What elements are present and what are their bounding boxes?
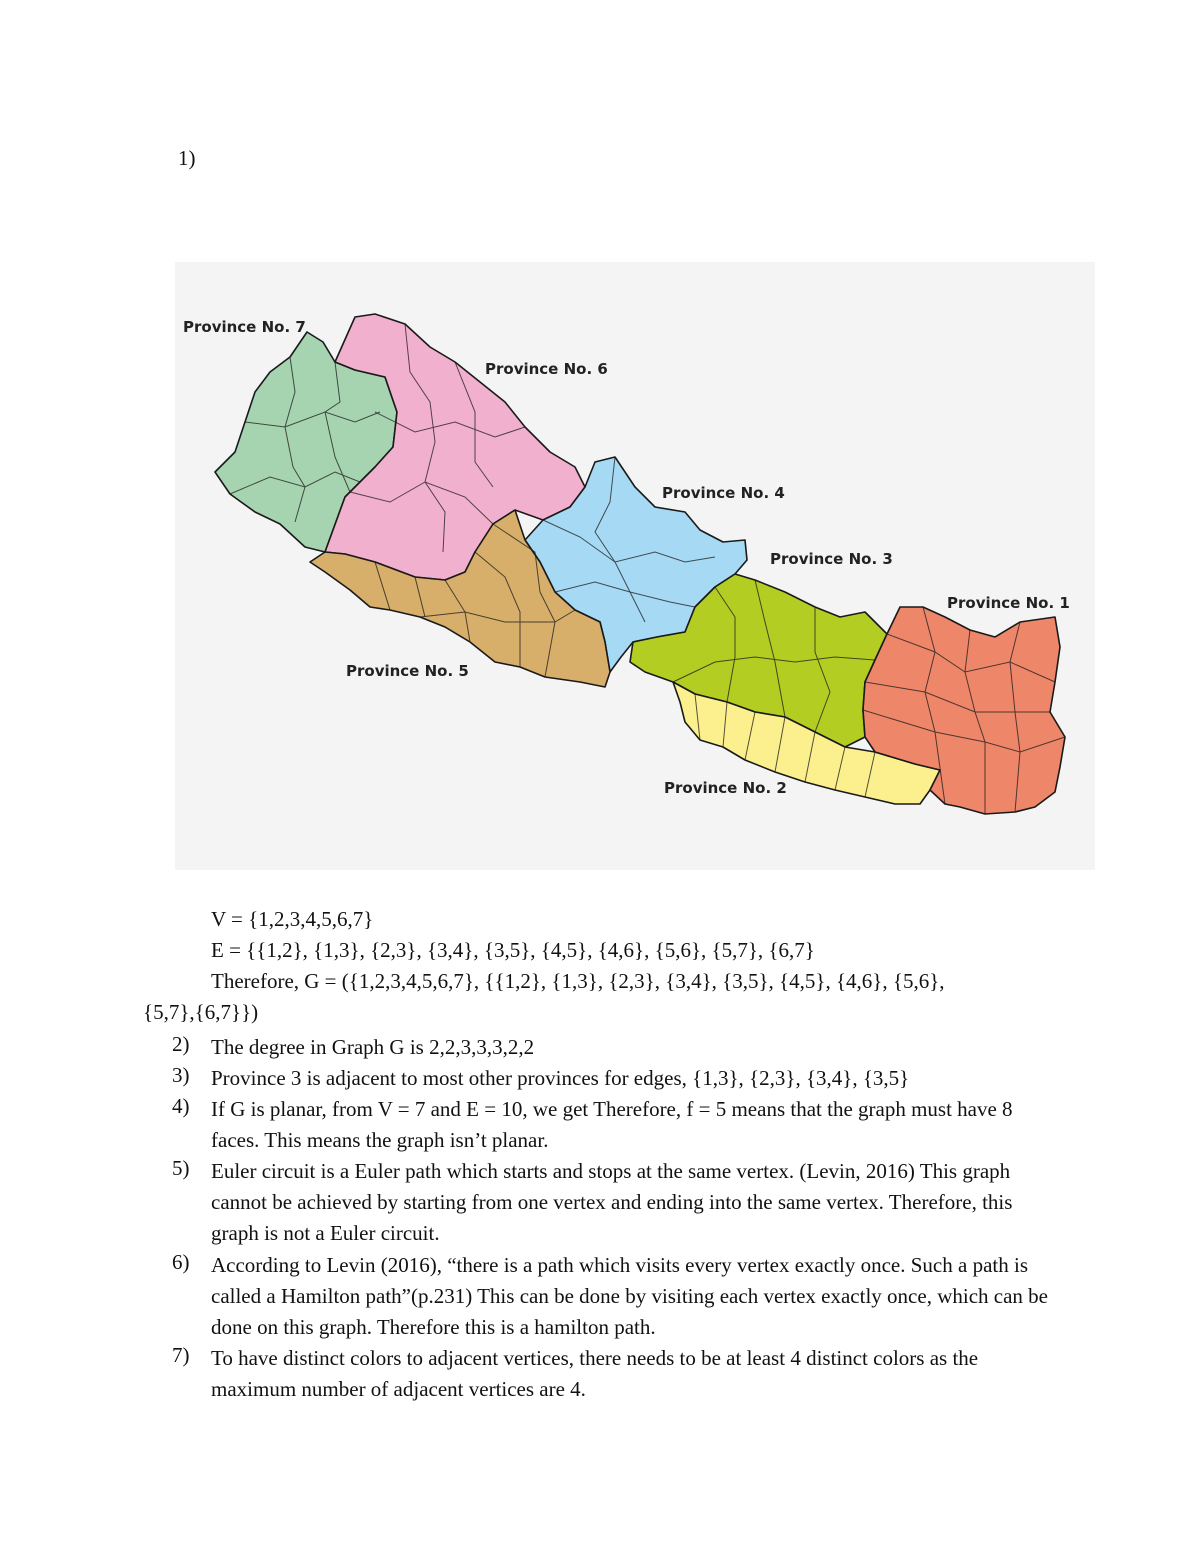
list-item [172,1063,1058,1094]
edge-set-line: E = {{1,2}, {1,3}, {2,3}, {3,4}, {3,5}, {4,5}, {4,6}, {5,6}, {5,7}, {6,7} [211,938,815,962]
list-item-number: 2) [172,1032,190,1056]
graph-definition-line-1: Therefore, G = ({1,2,3,4,5,6,7}, {{1,2}, {1,3}, {2,3}, {3,4}, {3,5}, {4,5}, {4,6}, {5,6}, [211,969,945,993]
list-item-number: 5) [172,1156,190,1180]
nepal-provinces-map [175,262,1095,870]
label-province-7: Province No. 7 [183,318,306,336]
list-item [172,1250,1058,1343]
list-item-text: According to Levin (2016), “there is a path which visits every vertex exactly once. Such a path is called a Hamilton path”(p.231) This can be done by visiting each vertex exactly once, which can be done on this graph. Therefore this is a hamilton path. [211,1253,1048,1339]
label-province-5: Province No. 5 [346,662,469,680]
list-item-text: If G is planar, from V = 7 and E = 10, we get Therefore, f = 5 means that the graph must have 8 faces. This means the graph isn’t planar. [211,1097,1013,1152]
list-item-number: 4) [172,1094,190,1118]
list-item-text: The degree in Graph G is 2,2,3,3,3,2,2 [211,1035,535,1059]
list-item [172,1343,1058,1405]
graph-definition-line-2: {5,7},{6,7}}) [143,1000,259,1024]
list-item-number: 3) [172,1063,190,1087]
label-province-2: Province No. 2 [664,779,787,797]
label-province-6: Province No. 6 [485,360,608,378]
list-item [172,1156,1058,1249]
list-item [172,1094,1058,1156]
question-number: 1) [178,146,196,170]
list-item-number: 7) [172,1343,190,1367]
list-item-text: Euler circuit is a Euler path which starts and stops at the same vertex. (Levin, 2016) This graph cannot be achieved by starting from one vertex and ending into the same vertex. Therefore, this graph is not a Euler circuit. [211,1159,1013,1245]
list-item-text: Province 3 is adjacent to most other provinces for edges, {1,3}, {2,3}, {3,4}, {3,5} [211,1066,910,1090]
list-item-text: To have distinct colors to adjacent vertices, there needs to be at least 4 distinct colors as the maximum number of adjacent vertices are 4. [211,1346,979,1401]
label-province-1: Province No. 1 [947,594,1070,612]
list-item-number: 6) [172,1250,190,1274]
label-province-4: Province No. 4 [662,484,785,502]
vertex-set-line: V = {1,2,3,4,5,6,7} [211,907,374,931]
list-item [172,1032,1058,1063]
label-province-3: Province No. 3 [770,550,893,568]
